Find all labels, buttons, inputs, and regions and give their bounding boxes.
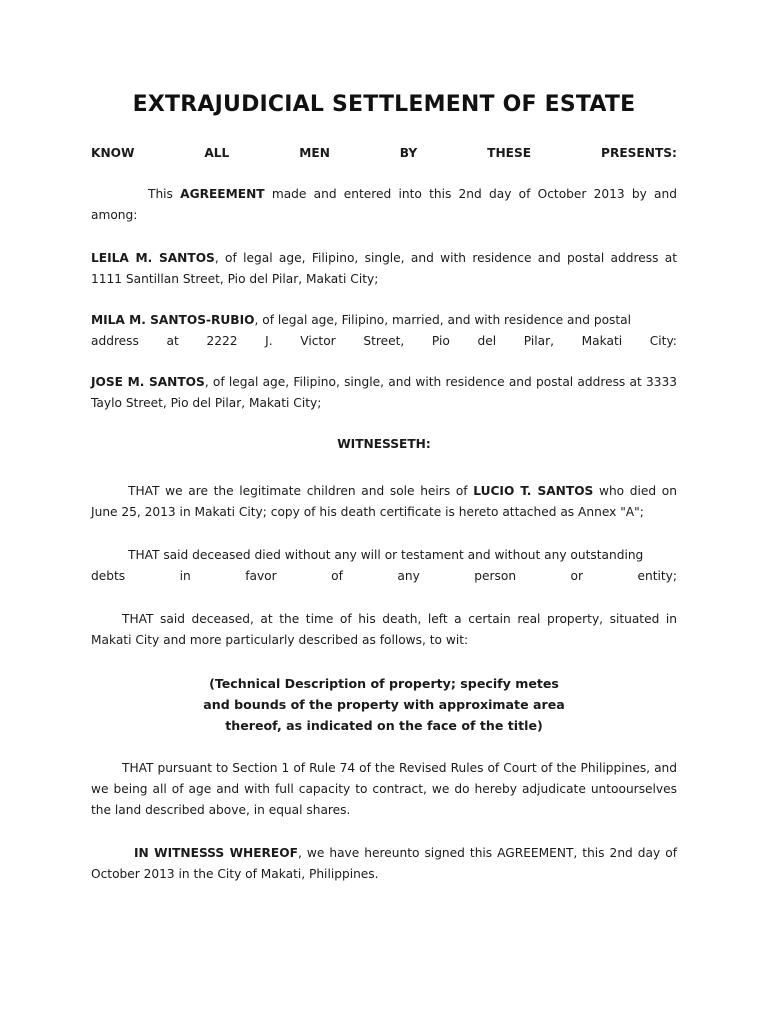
property-paragraph: THAT said deceased, at the time of his death, left a certain real property, situated in Makati City and more particularly described as follows, to wit: <box>91 612 677 647</box>
address-word: at <box>166 334 179 348</box>
address-word: Makati <box>581 334 623 348</box>
will-word: person <box>474 569 517 583</box>
heirs-text: THAT we are the legitimate children and sole heirs of <box>128 484 474 498</box>
party-name: JOSE M. SANTOS <box>91 375 205 389</box>
heirs-text-rest: who died on June 25, 2013 in Makati City; copy of his death certificate is hereto attached as Annex "A"; <box>91 484 677 519</box>
technical-description <box>91 673 677 736</box>
will-word: of <box>331 569 343 583</box>
agreement-term: AGREEMENT <box>180 187 265 201</box>
address-word: del <box>477 334 497 348</box>
party-address-line <box>91 331 677 352</box>
address-word: 2222 <box>206 334 238 348</box>
party-details: , of legal age, Filipino, single, and with residence and postal address at 3333 Taylo Street, Pio del Pilar, Makati City; <box>91 375 677 410</box>
address-word: Pio <box>431 334 450 348</box>
will-word: entity; <box>637 569 677 583</box>
intro-text-rest: made and entered into this 2nd day of October 2013 by and among: <box>91 187 677 222</box>
adjudication-paragraph: THAT pursuant to Section 1 of Rule 74 of the Revised Rules of Court of the Philippines, and we being all of age and with full capacity to contract, we do hereby adjudicate untoourselves the land described above, in equal shares. <box>91 761 677 817</box>
party-details: , of legal age, Filipino, married, and with residence and postal <box>254 313 632 327</box>
tech-desc-line: thereof, as indicated on the face of the title) <box>225 718 543 733</box>
witness-whereof-term: IN WITNESSS WHEREOF <box>134 846 298 860</box>
opening-word: BY <box>399 146 418 160</box>
opening-word: KNOW <box>91 146 135 160</box>
tech-desc-line: and bounds of the property with approximate area <box>203 697 565 712</box>
witness-whereof-text: , we have hereunto signed this AGREEMENT, this 2nd day of October 2013 in the City of Makati, Philippines. <box>91 846 677 881</box>
party-name: LEILA M. SANTOS <box>91 251 215 265</box>
party-leila <box>91 248 677 290</box>
address-word: Street, <box>363 334 405 348</box>
address-word: address <box>91 334 139 348</box>
address-word: City: <box>649 334 677 348</box>
tech-desc-line: (Technical Description of property; specify metes <box>209 676 559 691</box>
heirs-paragraph <box>91 481 677 523</box>
party-details: , of legal age, Filipino, single, and with residence and postal address at 1111 Santillan Street, Pio del Pilar, Makati City; <box>91 251 677 286</box>
party-name: MILA M. SANTOS-RUBIO <box>91 313 255 327</box>
address-word: J. <box>265 334 273 348</box>
will-text: THAT said deceased died without any will or testament and without any outstanding <box>128 548 644 562</box>
decedent-name: LUCIO T. SANTOS <box>473 484 594 498</box>
party-mila <box>91 310 677 352</box>
will-word: any <box>397 569 420 583</box>
witnesseth-heading: WITNESSETH: <box>337 437 431 451</box>
opening-word: THESE <box>487 146 532 160</box>
opening-word: ALL <box>204 146 230 160</box>
intro-text: This <box>148 187 181 201</box>
will-word: or <box>570 569 583 583</box>
opening-word: PRESENTS: <box>601 146 677 160</box>
intro-paragraph <box>91 184 677 226</box>
document-title: EXTRAJUDICIAL SETTLEMENT OF ESTATE <box>132 92 636 117</box>
party-jose <box>91 372 677 414</box>
will-word: in <box>179 569 191 583</box>
will-line2 <box>91 566 677 587</box>
address-word: Pilar, <box>523 334 554 348</box>
witness-whereof-paragraph <box>91 843 677 885</box>
will-word: debts <box>91 569 126 583</box>
will-word: favor <box>245 569 277 583</box>
opening-phrase <box>91 143 677 164</box>
will-paragraph <box>91 545 677 587</box>
address-word: Victor <box>300 334 336 348</box>
opening-word: MEN <box>299 146 330 160</box>
